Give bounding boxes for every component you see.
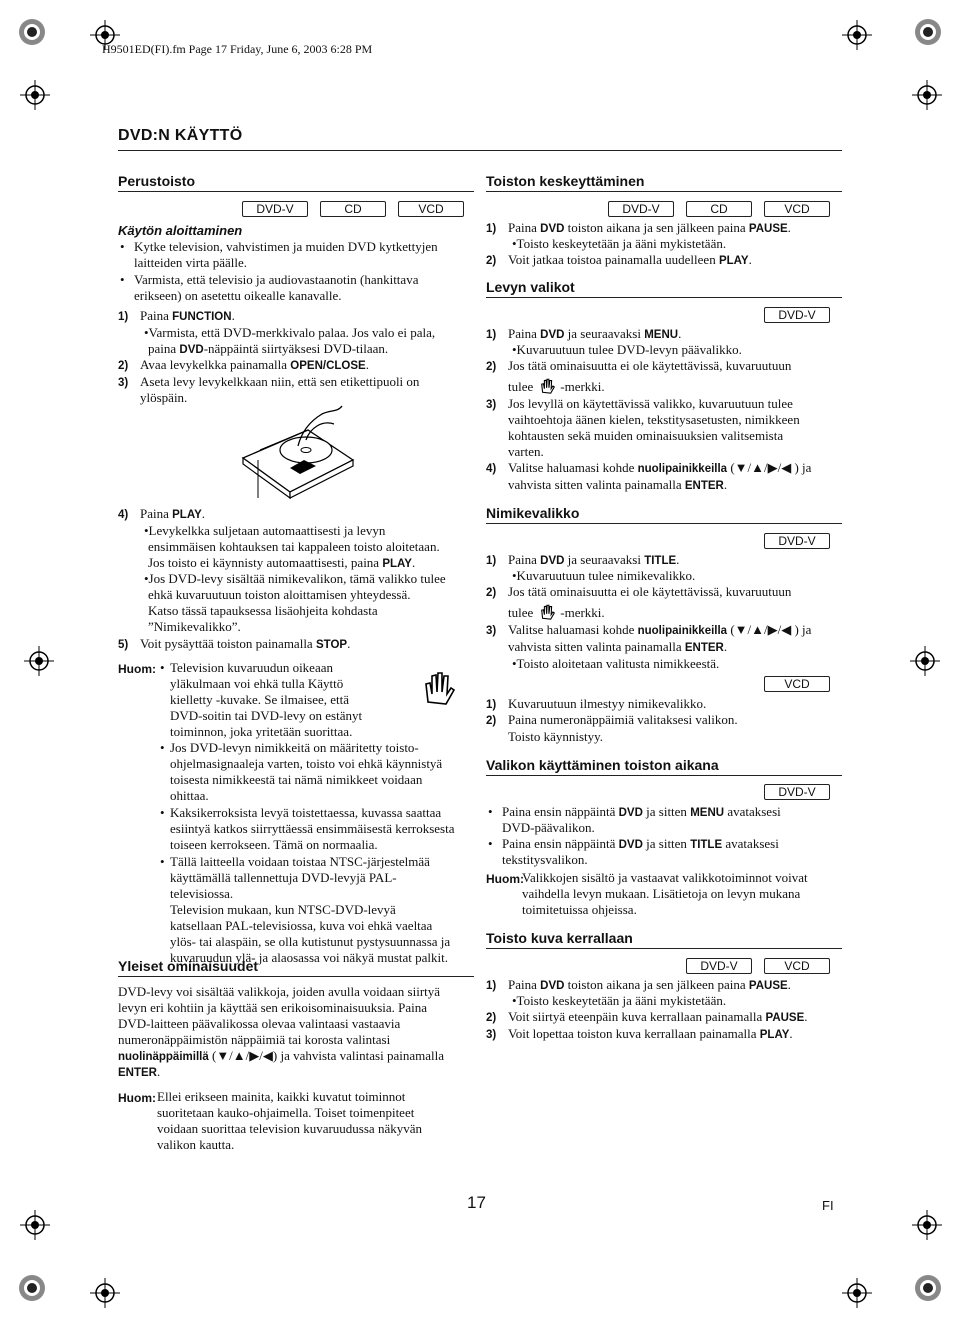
badge-vcd: VCD — [764, 676, 830, 692]
text-line: Varmista, että televisio ja audiovastaanotin (hankittava — [134, 272, 419, 287]
step-4: Paina PLAY. — [140, 506, 206, 521]
text-line: •Toisto aloitetaan valitusta nimikkeestä. — [512, 656, 720, 671]
step-number: 1) — [486, 223, 497, 235]
text-line: tulee -merkki. — [508, 379, 605, 395]
badge-vcd: VCD — [398, 201, 464, 217]
step-number: 2) — [486, 715, 497, 727]
text-line: Jos tätä ominaisuutta ei ole käytettävissä, kuvaruutuun — [508, 358, 792, 373]
step-number: 2) — [486, 361, 497, 373]
note-line: voidaan suorittaa television kuvaruudussa näkyvän — [157, 1121, 422, 1136]
page-number: 17 — [467, 1193, 486, 1212]
page-title: DVD:N KÄYTTÖ — [118, 127, 243, 144]
section-heading-valikon-kayttaminen: Valikon käyttäminen toiston aikana — [486, 757, 719, 773]
badge-dvdv: DVD-V — [764, 307, 830, 323]
text-line: levyn eri kohtiin ja käyttää sen erikoisominaisuuksia. Paina — [118, 1000, 428, 1015]
text-line: •Kuvaruutuun tulee DVD-levyn päävalikko. — [512, 342, 742, 357]
section-rule — [486, 297, 842, 298]
text-line: erikseen) on asetettu oikealle kanavalle. — [134, 288, 342, 303]
note-line: kielletty -kuvake. Se ilmaisee, että — [170, 692, 350, 707]
step-number: 1) — [486, 555, 497, 567]
bullet-dot: • — [488, 836, 493, 851]
registration-mark-icon — [910, 14, 946, 50]
text-line: Katso tässä tapauksessa lisäohjeita kohdasta — [148, 603, 378, 618]
section-rule — [486, 523, 842, 524]
note-label: Huom: — [486, 872, 524, 886]
bullet-dot: • — [160, 740, 165, 755]
badge-dvdv: DVD-V — [608, 201, 674, 217]
section-heading-yleiset: Yleiset ominaisuudet — [118, 958, 259, 974]
step-number: 1) — [118, 311, 129, 323]
step-number: 1) — [486, 699, 497, 711]
note-line: ylös- tai alaspäin, se olla kutistunut pystysuunnassa ja — [170, 934, 451, 949]
step-5: Voit pysäyttää toiston painamalla STOP. — [140, 636, 351, 651]
text-line: ylöspäin. — [140, 390, 188, 405]
step-number: 2) — [486, 587, 497, 599]
note-label: Huom: — [118, 1091, 156, 1105]
note-line: toiminnon, joka yritetään suorittaa. — [170, 724, 353, 739]
crosshair-icon — [842, 20, 872, 50]
step-number: 4) — [118, 509, 129, 521]
section-rule — [486, 948, 842, 949]
step-1: Paina FUNCTION. — [140, 308, 235, 323]
text-line: ENTER. — [118, 1064, 161, 1079]
section-heading-toiston-keskeyttaminen: Toiston keskeyttäminen — [486, 173, 645, 189]
step-number: 3) — [118, 377, 129, 389]
note-line: DVD-soitin tai DVD-levy on estänyt — [170, 708, 363, 723]
text-line: tulee -merkki. — [508, 605, 605, 621]
crosshair-icon — [20, 1210, 50, 1240]
text-line: Paina ensin näppäintä DVD ja sitten MENU avataksesi — [502, 804, 781, 819]
badge-dvdv: DVD-V — [686, 958, 752, 974]
text-line: tekstitysvalikon. — [502, 852, 588, 867]
step-number: 1) — [486, 329, 497, 341]
crosshair-icon — [912, 80, 942, 110]
note-line: toimitetuissa ohjeissa. — [522, 902, 637, 917]
text-line: •Varmista, että DVD-merkkivalo palaa. Jos valo ei pala, — [144, 325, 436, 340]
subheading-kayton-aloittaminen: Käytön aloittaminen — [118, 223, 243, 238]
crosshair-icon — [842, 1278, 872, 1308]
note-line: kuvaruudun ylä- ja alaosassa voi näkyä mustat palkit. — [170, 950, 448, 965]
badge-vcd: VCD — [764, 958, 830, 974]
crosshair-icon — [20, 80, 50, 110]
text-line: ensimmäisen kohtauksen tai kappaleen toisto aloitetaan. — [148, 539, 440, 554]
text-line: Kytke television, vahvistimen ja muiden DVD kytkettyjen — [134, 239, 438, 254]
page-header: H9501ED(FI).fm Page 17 Friday, June 6, 2003 6:28 PM — [102, 42, 373, 56]
text-line: Aseta levy levykelkkaan niin, että sen etikettipuoli on — [140, 374, 420, 389]
text-line: Paina ensin näppäintä DVD ja sitten TITLE avataksesi — [502, 836, 779, 851]
step-3: Voit lopettaa toiston kuva kerrallaan painamalla PLAY. — [508, 1026, 793, 1041]
registration-mark-icon — [14, 14, 50, 50]
note-line: katsellaan PAL-televisiossa, kuva voi ehkä vaeltaa — [170, 918, 433, 933]
text-line: nuolinäppäimillä (▼/▲/▶/◀) ja vahvista valintasi painamalla — [118, 1048, 444, 1063]
text-line: Paina numeronäppäimiä valitaksesi valikon. — [508, 712, 738, 727]
badge-dvdv: DVD-V — [764, 533, 830, 549]
bullet-dot: • — [160, 854, 165, 869]
note-line: Kaksikerroksista levyä toistettaessa, kuvassa saattaa — [170, 805, 442, 820]
text-line: •Jos DVD-levy sisältää nimikevalikon, tämä valikko tulee — [144, 571, 446, 586]
step-number: 5) — [118, 639, 129, 651]
disc-tray-illustration — [238, 400, 358, 504]
text-line: ”Nimikevalikko”. — [148, 619, 241, 634]
text-line: •Toisto keskeytetään ja ääni mykistetään. — [512, 993, 727, 1008]
step-number: 3) — [486, 625, 497, 637]
bullet-dot: • — [160, 805, 165, 820]
text-line: DVD-levy voi sisältää valikkoja, joiden avulla voidaan siirtyä — [118, 984, 441, 999]
step-1: Paina DVD ja seuraavaksi TITLE. — [508, 552, 680, 567]
section-rule — [118, 191, 474, 192]
note-line: esiintyä katkos siirryttäessä ensimmäisestä kerroksesta — [170, 821, 455, 836]
text-line: Jos tätä ominaisuutta ei ole käytettävissä, kuvaruutuun — [508, 584, 792, 599]
step-1: Paina DVD ja seuraavaksi MENU. — [508, 326, 682, 341]
note-line: Television mukaan, kun NTSC-DVD-levyä — [170, 902, 396, 917]
note-line: toisesta nimikkeestä tai nämä nimikkeet voidaan — [170, 772, 423, 787]
registration-mark-icon — [14, 1270, 50, 1306]
step-2: Voit jatkaa toistoa painamalla uudelleen PLAY. — [508, 252, 752, 267]
badge-dvdv: DVD-V — [242, 201, 308, 217]
step-number: 2) — [486, 1012, 497, 1024]
note-line: ohjelmasignaaleja varten, toisto voi ehkä käynnistyä — [170, 756, 443, 771]
crosshair-icon — [912, 1210, 942, 1240]
step-2: Avaa levykelkka painamalla OPEN/CLOSE. — [140, 357, 369, 372]
step-3: Valitse haluamasi kohde nuolipainikkeilla (▼/▲/▶/◀ ) ja — [508, 622, 812, 637]
text-line: •Levykelkka suljetaan automaattisesti ja levyn — [144, 523, 386, 538]
text-line: varten. — [508, 444, 544, 459]
note-line: toiseen kerrokseen. Tämä on normaalia. — [170, 837, 378, 852]
section-heading-nimikevalikko: Nimikevalikko — [486, 505, 580, 521]
note-line: vaihdella levyn mukaan. Lisätietoja on levyn mukana — [522, 886, 801, 901]
step-4: Valitse haluamasi kohde nuolipainikkeilla (▼/▲/▶/◀ ) ja — [508, 460, 812, 475]
bullet-dot: • — [160, 660, 165, 675]
text-line: kohtausten sekä muiden ominaisuuksien valitsemista — [508, 428, 784, 443]
note-line: Tällä laitteella voidaan toistaa NTSC-järjestelmää — [170, 854, 430, 869]
note-line: Ellei erikseen mainita, kaikki kuvatut toiminnot — [157, 1089, 406, 1104]
text-line: Toisto käynnistyy. — [508, 729, 604, 744]
note-line: yläkulmaan voi ehkä tulla Käyttö — [170, 676, 344, 691]
crosshair-icon — [90, 1278, 120, 1308]
text-line: vahvista sitten valinta painamalla ENTER. — [508, 639, 728, 654]
section-heading-perustoisto: Perustoisto — [118, 173, 196, 189]
section-rule — [486, 191, 842, 192]
badge-vcd: VCD — [764, 201, 830, 217]
note-line: Jos DVD-levyn nimikkeitä on määritetty toisto- — [170, 740, 419, 755]
note-line: ohittaa. — [170, 788, 209, 803]
title-rule — [118, 150, 842, 151]
bullet-dot: • — [488, 804, 493, 819]
step-1: Paina DVD toiston aikana ja sen jälkeen paina PAUSE. — [508, 977, 791, 992]
step-number: 1) — [486, 980, 497, 992]
note-line: Television kuvaruudun oikeaan — [170, 660, 333, 675]
text-line: •Kuvaruutuun tulee nimikevalikko. — [512, 568, 696, 583]
registration-mark-icon — [910, 1270, 946, 1306]
step-number: 2) — [486, 255, 497, 267]
badge-cd: CD — [686, 201, 752, 217]
section-rule — [486, 775, 842, 776]
step-2: Voit siirtyä eteenpäin kuva kerrallaan painamalla PAUSE. — [508, 1009, 808, 1024]
step-number: 2) — [118, 360, 129, 372]
prohibited-hand-icon — [418, 668, 462, 712]
text-line: ehkä kuvaruutuun toiston aloittamisen yhteydessä. — [148, 587, 411, 602]
text-line: DVD-päävalikon. — [502, 820, 595, 835]
bullet-dot: • — [120, 272, 125, 287]
text-line: vaihtoehtoja äänen kielen, tekstitysasetusten, nimikkeen — [508, 412, 800, 427]
step-1: Paina DVD toiston aikana ja sen jälkeen paina PAUSE. — [508, 220, 791, 235]
text-line: Jos toisto ei käynnisty automaattisesti, paina PLAY. — [148, 555, 416, 570]
section-heading-levyn-valikot: Levyn valikot — [486, 279, 575, 295]
text-line: Jos levyllä on käytettävissä valikko, kuvaruutuun tulee — [508, 396, 793, 411]
step-number: 3) — [486, 399, 497, 411]
note-line: Valikkojen sisältö ja vastaavat valikkotoiminnot voivat — [522, 870, 808, 885]
crosshair-icon — [910, 646, 940, 676]
note-line: käyttämällä tallennettuja DVD-levyjä PAL- — [170, 870, 397, 885]
text-line: vahvista sitten valinta painamalla ENTER. — [508, 477, 728, 492]
note-label: Huom: — [118, 662, 156, 676]
badge-dvdv: DVD-V — [764, 784, 830, 800]
step-number: 3) — [486, 1029, 497, 1041]
text-line: laitteiden virta päälle. — [134, 255, 247, 270]
note-line: valikon kautta. — [157, 1137, 235, 1152]
section-rule — [118, 976, 474, 977]
note-line: televisiossa. — [170, 886, 234, 901]
text-line: numeronäppäimistön näppäimiä tai korosta valintasi — [118, 1032, 391, 1047]
crosshair-icon — [24, 646, 54, 676]
text-line: paina DVD-näppäintä siirtyäksesi DVD-tilaan. — [148, 341, 389, 356]
language-code: FI — [822, 1198, 834, 1213]
bullet-dot: • — [120, 239, 125, 254]
step-number: 4) — [486, 463, 497, 475]
note-line: suoritetaan kauko-ohjaimella. Toiset toimenpiteet — [157, 1105, 415, 1120]
text-line: Kuvaruutuun ilmestyy nimikevalikko. — [508, 696, 707, 711]
text-line: •Toisto keskeytetään ja ääni mykistetään. — [512, 236, 727, 251]
badge-cd: CD — [320, 201, 386, 217]
section-heading-toisto-kuva-kerrallaan: Toisto kuva kerrallaan — [486, 930, 633, 946]
text-line: DVD-laitteen päävalikossa olevaa valintaasi vastaavia — [118, 1016, 401, 1031]
